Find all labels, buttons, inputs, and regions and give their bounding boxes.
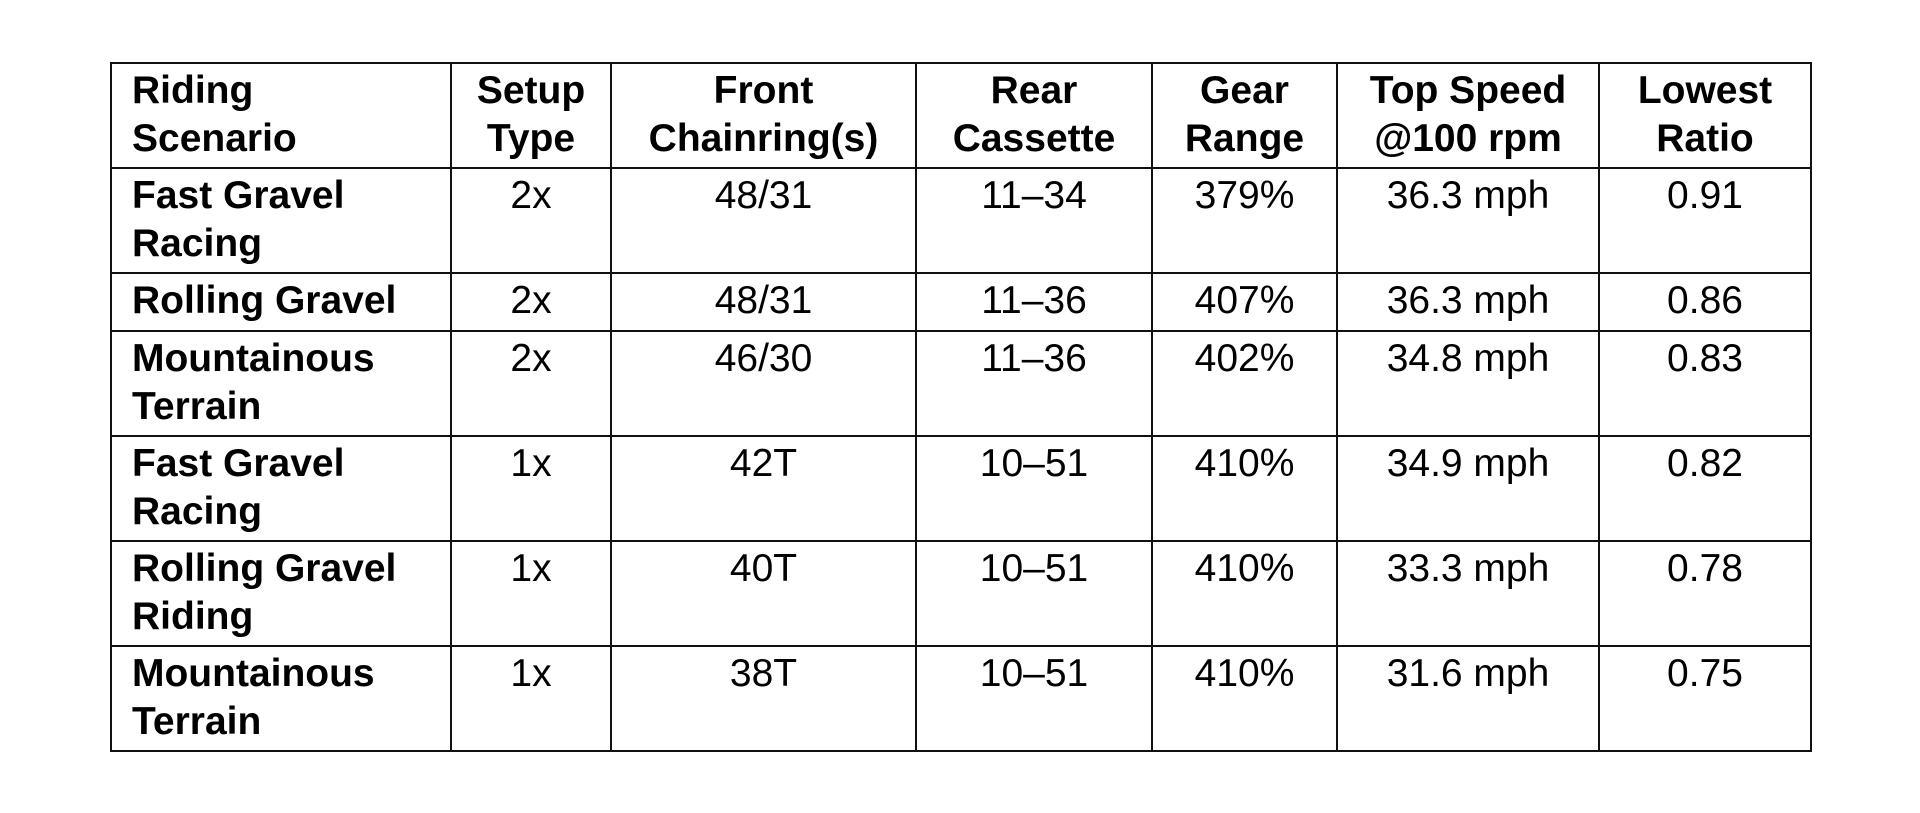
rear-cassette-cell: 11–34 bbox=[916, 168, 1152, 273]
header-text: Lowest bbox=[1637, 69, 1773, 112]
riding-scenario-cell bbox=[111, 541, 451, 646]
top-speed-cell: 34.8 mph bbox=[1337, 331, 1599, 436]
riding-scenario-cell bbox=[111, 273, 451, 331]
setup-type-cell: 2x bbox=[451, 273, 611, 331]
table-row bbox=[111, 436, 1811, 541]
cell-text: Fast Gravel bbox=[132, 442, 345, 485]
setup-type-cell: 1x bbox=[451, 436, 611, 541]
gear-range-cell: 410% bbox=[1152, 541, 1337, 646]
top-speed-cell: 33.3 mph bbox=[1337, 541, 1599, 646]
front-chainring-cell: 46/30 bbox=[611, 331, 916, 436]
header-text: Setup bbox=[476, 69, 586, 112]
rear-cassette-cell: 11–36 bbox=[916, 331, 1152, 436]
cell-text: Rolling Gravel bbox=[132, 547, 397, 590]
cell-text: Racing bbox=[132, 222, 263, 265]
column-header-top-speed bbox=[1337, 63, 1599, 168]
header-text: Gear bbox=[1200, 69, 1289, 112]
table-row bbox=[111, 646, 1811, 751]
header-text: Chainring(s) bbox=[648, 117, 879, 160]
riding-scenario-cell bbox=[111, 331, 451, 436]
rear-cassette-cell: 10–51 bbox=[916, 541, 1152, 646]
setup-type-cell: 2x bbox=[451, 331, 611, 436]
gear-range-cell: 410% bbox=[1152, 436, 1337, 541]
column-header-riding-scenario bbox=[111, 63, 451, 168]
gear-setup-table bbox=[110, 62, 1812, 752]
cell-text: Riding bbox=[132, 595, 254, 638]
header-text: Type bbox=[486, 117, 576, 160]
column-header-front-chainrings bbox=[611, 63, 916, 168]
cell-text: Fast Gravel bbox=[132, 174, 345, 217]
top-speed-cell: 36.3 mph bbox=[1337, 273, 1599, 331]
lowest-ratio-cell: 0.86 bbox=[1599, 273, 1811, 331]
gear-range-cell: 402% bbox=[1152, 331, 1337, 436]
cell-text: Mountainous bbox=[132, 652, 375, 695]
column-header-lowest-ratio bbox=[1599, 63, 1811, 168]
riding-scenario-cell bbox=[111, 646, 451, 751]
gear-range-cell: 379% bbox=[1152, 168, 1337, 273]
column-header-setup-type bbox=[451, 63, 611, 168]
header-text: @100 rpm bbox=[1374, 117, 1562, 160]
header-text: Scenario bbox=[132, 117, 297, 160]
header-text: Cassette bbox=[952, 117, 1116, 160]
header-text: Range bbox=[1184, 117, 1305, 160]
front-chainring-cell: 48/31 bbox=[611, 168, 916, 273]
cell-text: Terrain bbox=[132, 385, 262, 428]
column-header-rear-cassette bbox=[916, 63, 1152, 168]
front-chainring-cell: 40T bbox=[611, 541, 916, 646]
setup-type-cell: 1x bbox=[451, 646, 611, 751]
front-chainring-cell: 38T bbox=[611, 646, 916, 751]
cell-text: Rolling Gravel bbox=[132, 279, 397, 322]
rear-cassette-cell: 10–51 bbox=[916, 646, 1152, 751]
lowest-ratio-cell: 0.82 bbox=[1599, 436, 1811, 541]
rear-cassette-cell: 10–51 bbox=[916, 436, 1152, 541]
header-text: Rear bbox=[990, 69, 1078, 112]
table-row bbox=[111, 273, 1811, 331]
table-row bbox=[111, 331, 1811, 436]
table-row bbox=[111, 168, 1811, 273]
gear-range-cell: 407% bbox=[1152, 273, 1337, 331]
header-text: Ratio bbox=[1656, 117, 1754, 160]
top-speed-cell: 36.3 mph bbox=[1337, 168, 1599, 273]
lowest-ratio-cell: 0.83 bbox=[1599, 331, 1811, 436]
riding-scenario-cell bbox=[111, 436, 451, 541]
riding-scenario-cell bbox=[111, 168, 451, 273]
cell-text: Mountainous bbox=[132, 337, 375, 380]
header-text: Riding bbox=[132, 69, 254, 112]
top-speed-cell: 34.9 mph bbox=[1337, 436, 1599, 541]
setup-type-cell: 1x bbox=[451, 541, 611, 646]
front-chainring-cell: 42T bbox=[611, 436, 916, 541]
cell-text: Racing bbox=[132, 490, 263, 533]
column-header-gear-range bbox=[1152, 63, 1337, 168]
header-row bbox=[111, 63, 1811, 168]
lowest-ratio-cell: 0.78 bbox=[1599, 541, 1811, 646]
header-text: Front bbox=[713, 69, 814, 112]
header-text: Top Speed bbox=[1369, 69, 1567, 112]
setup-type-cell: 2x bbox=[451, 168, 611, 273]
front-chainring-cell: 48/31 bbox=[611, 273, 916, 331]
cell-text: Terrain bbox=[132, 700, 262, 743]
gear-range-cell: 410% bbox=[1152, 646, 1337, 751]
top-speed-cell: 31.6 mph bbox=[1337, 646, 1599, 751]
rear-cassette-cell: 11–36 bbox=[916, 273, 1152, 331]
lowest-ratio-cell: 0.75 bbox=[1599, 646, 1811, 751]
table-row bbox=[111, 541, 1811, 646]
lowest-ratio-cell: 0.91 bbox=[1599, 168, 1811, 273]
